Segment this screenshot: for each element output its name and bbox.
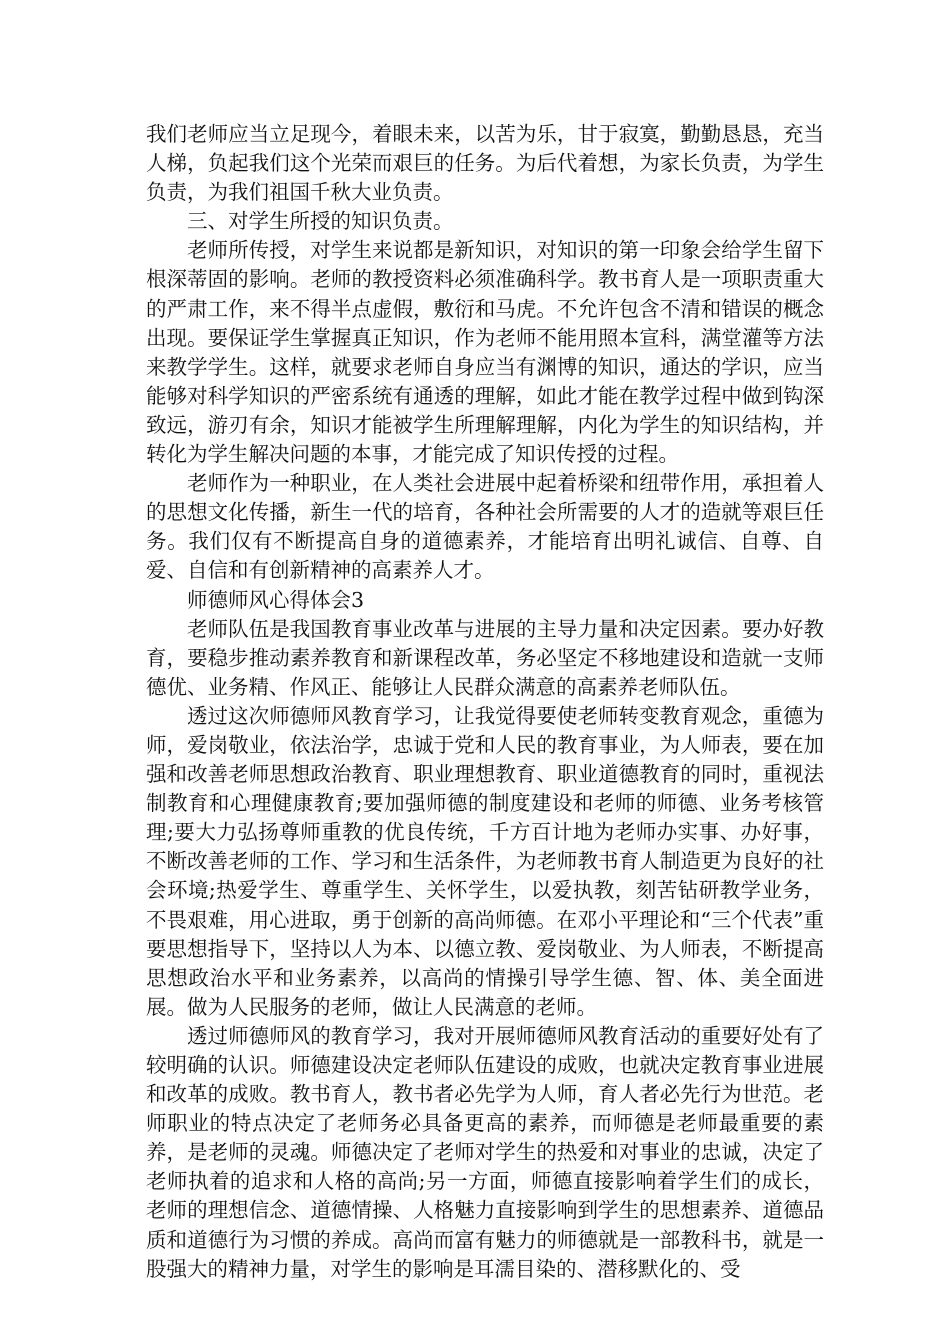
paragraph: 透过这次师德师风教育学习，让我觉得要使老师转变教育观念，重德为师，爱岗敬业，依法治学，忠诚于党和人民的教育事业，为人师表，要在加强和改善老师思想政治教育、职业理想教育、职业道德教育的同时，重视法制教育和心理健康教育;要加强师德的制度建设和老师的师德、业务考核管理;要大力弘扬尊师重教的优良传统，千方百计地为老师办实事、办好事，不断改善老师的工作、学习和生活条件，为老师教书育人制造更为良好的社会环境;热爱学生、尊重学生、关怀学生，以爱执教，刻苦钻研教学业务，不畏艰难，用心进取，勇于创新的高尚师德。在邓小平理论和“三个代表”重要思想指导下，坚持以人为本、以德立教、爱岗敬业、为人师表，不断提高思想政治水平和业务素养，以高尚的情操引导学生德、智、体、美全面进展。做为人民服务的老师，做让人民满意的老师。 (146, 703, 824, 1019)
paragraph: 老师作为一种职业，在人类社会进展中起着桥梁和纽带作用，承担着人的思想文化传播，新生一代的培育，各种社会所需要的人才的造就等艰巨任务。我们仅有不断提高自身的道德素养，才能培育出明礼诚信、自尊、自爱、自信和有创新精神的高素养人才。 (146, 471, 824, 583)
section-title: 师德师风心得体会3 (187, 587, 365, 612)
paragraph: 老师队伍是我国教育事业改革与进展的主导力量和决定因素。要办好教育，要稳步推动素养教育和新课程改革，务必坚定不移地建设和造就一支师德优、业务精、作风正、能够让人民群众满意的高素养老师队伍。 (146, 616, 824, 699)
paragraph: 我们老师应当立足现今，着眼未来，以苦为乐，甘于寂寞，勤勤恳恳，充当人梯，负起我们这个光荣而艰巨的任务。为后代着想，为家长负责，为学生负责，为我们祖国千秋大业负责。 (146, 122, 824, 205)
document-body (146, 120, 824, 1284)
paragraph: 透过师德师风的教育学习，我对开展师德师风教育活动的重要好处有了较明确的认识。师德建设决定老师队伍建设的成败，也就决定教育事业进展和改革的成败。教书育人，教书者必先学为人师，育人者必先行为世范。老师职业的特点决定了老师务必具备更高的素养，而师德是老师最重要的素养，是老师的灵魂。师德决定了老师对学生的热爱和对事业的忠诚，决定了老师执着的追求和人格的高尚;另一方面，师德直接影响着学生们的成长，老师的理想信念、道德情操、人格魅力直接影响到学生的思想素养、道德品质和道德行为习惯的养成。高尚而富有魅力的师德就是一部教科书，就是一股强大的精神力量，对学生的影响是耳濡目染的、潜移默化的、受 (146, 1023, 824, 1281)
paragraph: 老师所传授，对学生来说都是新知识，对知识的第一印象会给学生留下根深蒂固的影响。老师的教授资料必须准确科学。教书育人是一项职责重大的严肃工作，来不得半点虚假，敷衍和马虎。不允许包含不清和错误的概念出现。要保证学生掌握真正知识，作为老师不能用照本宣科，满堂灌等方法来教学学生。这样，就要求老师自身应当有渊博的知识，通达的学识，应当能够对科学知识的严密系统有通透的理解，如此才能在教学过程中做到钩深致远，游刃有余，知识才能被学生所理解理解，内化为学生的知识结构，并转化为学生解决问题的本事，才能完成了知识传授的过程。 (146, 238, 824, 467)
section-heading: 三、对学生所授的知识负责。 (187, 209, 454, 234)
